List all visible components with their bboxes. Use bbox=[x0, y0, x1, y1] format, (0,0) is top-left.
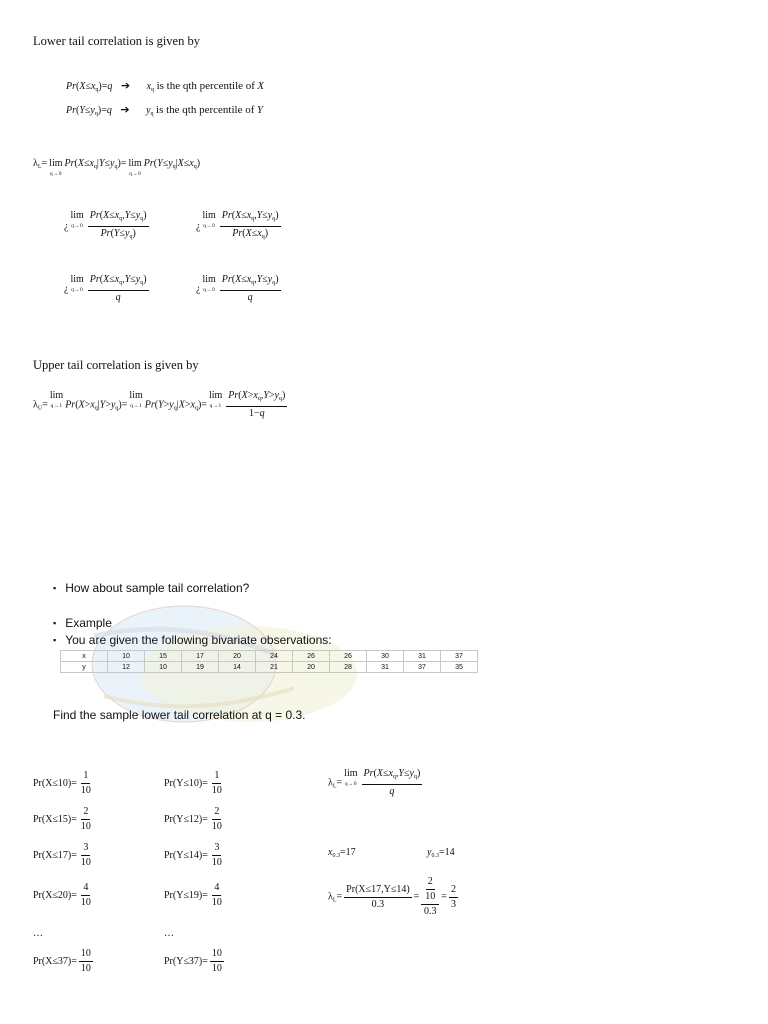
y-prob-2: Pr(Y≤12)= $\frac{2}{10}$ bbox=[164, 806, 222, 832]
x-prob-last: Pr(X≤37)= $\frac{10}{10}$ bbox=[33, 948, 91, 974]
x-prob-3: Pr(X≤17)= $\frac{3}{10}$ bbox=[33, 842, 91, 868]
y-quantile-value: $y_{0.3}=14$ bbox=[427, 847, 455, 859]
table-cell: 31 bbox=[404, 651, 441, 662]
table-cell: 37 bbox=[441, 651, 478, 662]
y-percentile-definition: $Pr(Y\le y_q)=q$ ➔ $y_q$ is the qth percentile of Y bbox=[66, 103, 263, 117]
y-ellipsis: … bbox=[164, 928, 174, 939]
bullet-observations: ▪ You are given the following bivariate observations: bbox=[53, 633, 332, 647]
table-cell: 10 bbox=[108, 651, 145, 662]
table-cell: 10 bbox=[145, 662, 182, 673]
x-ellipsis: … bbox=[33, 928, 43, 939]
y-prob-4: Pr(Y≤19)= $\frac{4}{10}$ bbox=[164, 882, 222, 908]
table-cell: 24 bbox=[256, 651, 293, 662]
table-cell: 30 bbox=[367, 651, 404, 662]
x-prob-4: Pr(X≤20)= $\frac{4}{10}$ bbox=[33, 882, 91, 908]
x-quantile-value: $x_{0.3}=17$ bbox=[328, 847, 356, 859]
lower-lambda-step2-right: ¿lim q→0 $\frac{Pr(X\le x_q,Y\le y_q)}{q}$ bbox=[196, 274, 279, 303]
table-cell: 35 bbox=[441, 662, 478, 673]
x-percentile-definition: $Pr(X\le x_q)=q$ ➔ $x_q$ is the qth percentile of X bbox=[66, 79, 265, 93]
table-cell: 31 bbox=[367, 662, 404, 673]
table-cell: 21 bbox=[256, 662, 293, 673]
y-prob-3: Pr(Y≤14)= $\frac{3}{10}$ bbox=[164, 842, 222, 868]
lower-lambda-step2-left: ¿lim q→0 $\frac{Pr(X\le x_q,Y\le y_q)}{q}$ bbox=[64, 274, 147, 303]
table-cell: 28 bbox=[330, 662, 367, 673]
row-label-x: x bbox=[61, 651, 108, 662]
table-cell: 17 bbox=[182, 651, 219, 662]
upper-tail-heading: Upper tail correlation is given by bbox=[33, 358, 199, 372]
table-cell: 26 bbox=[330, 651, 367, 662]
table-cell: 37 bbox=[404, 662, 441, 673]
slide-question: Find the sample lower tail correlation at q = 0.3. bbox=[53, 708, 306, 722]
y-prob-1: Pr(Y≤10)= $\frac{1}{10}$ bbox=[164, 770, 222, 796]
observations-table bbox=[60, 650, 478, 673]
table-row-x bbox=[61, 651, 478, 662]
bullet-sample-tail: ▪ How about sample tail correlation? bbox=[53, 581, 249, 595]
table-cell: 20 bbox=[293, 662, 330, 673]
table-cell: 20 bbox=[219, 651, 256, 662]
lower-lambda-step1-left: ¿lim q→0 $\frac{Pr(X\le x_q,Y\le y_q)}{Pr(Y\le y_q)}$ bbox=[64, 210, 147, 240]
bullet-example: ▪ Example bbox=[53, 616, 112, 630]
x-prob-1: Pr(X≤10)= $\frac{1}{10}$ bbox=[33, 770, 91, 796]
lower-tail-heading: Lower tail correlation is given by bbox=[33, 34, 200, 48]
table-cell: 15 bbox=[145, 651, 182, 662]
table-cell: 12 bbox=[108, 662, 145, 673]
lambda-l-formula: $\lambda_L=\lim$ q→0 $\frac{Pr(X\le x_q,Y\le y_q)}{q}$ bbox=[328, 768, 421, 797]
table-row-y bbox=[61, 662, 478, 673]
row-label-y: y bbox=[61, 662, 108, 673]
upper-lambda-definition: $\lambda_U=\lim$ q→1 $Pr(X>x_q|Y>y_q)=\lim$ q→1 $Pr(Y>y_q|X>x_q)=\lim$ q→1 $\frac{Pr(X>x_q,Y>y_q)}{1-q}$ bbox=[33, 390, 286, 419]
table-cell: 19 bbox=[182, 662, 219, 673]
lower-lambda-step1-right: ¿lim q→0 $\frac{Pr(X\le x_q,Y\le y_q)}{Pr(X\le x_q)}$ bbox=[196, 210, 279, 240]
y-prob-last: Pr(Y≤37)= $\frac{10}{10}$ bbox=[164, 948, 222, 974]
lower-lambda-definition: $\lambda_L= \lim$ q→0 $Pr(X\le x_q|Y\le y_q)= \lim$ q→0 $Pr(Y\le y_q|X\le x_q)$ bbox=[33, 158, 201, 177]
x-prob-2: Pr(X≤15)= $\frac{2}{10}$ bbox=[33, 806, 91, 832]
lambda-l-result: $\lambda_L=$ $\frac{Pr(X\le 17,Y\le 14)}{0.3}$ = $\frac{\frac{2}{10}}{0.3}$ = $\frac{2}{3}$ bbox=[328, 876, 456, 917]
table-cell: 26 bbox=[293, 651, 330, 662]
table-cell: 14 bbox=[219, 662, 256, 673]
example-slide bbox=[34, 572, 488, 736]
